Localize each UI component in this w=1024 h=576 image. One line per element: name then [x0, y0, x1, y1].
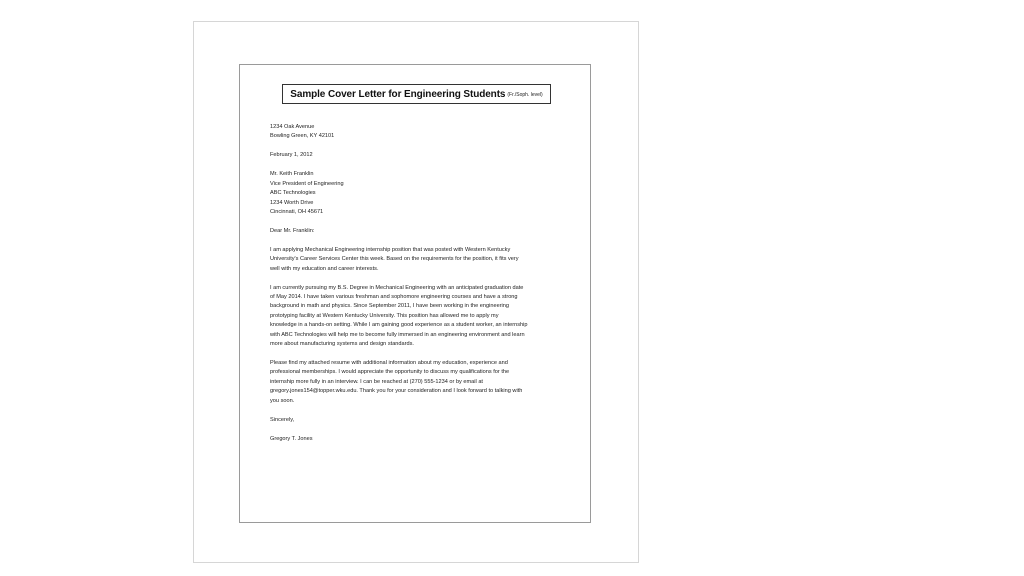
paragraph-line: well with my education and career interests. [270, 265, 379, 272]
letter-title: Sample Cover Letter for Engineering Students [290, 88, 506, 100]
paragraph-line: more about manufacturing systems and design standards. [270, 341, 414, 347]
paragraph-line: internship more fully in an interview. I can be reached at (270) 555-1234 or by email at [270, 378, 483, 385]
paragraph-line: University's Career Services Center this week. Based on the requirements for the position, it fits very [270, 256, 519, 263]
paragraph-line: I am currently pursuing my B.S. Degree in Mechanical Engineering with an anticipated graduation date [270, 284, 524, 291]
letter-title-box [282, 84, 551, 104]
recipient-line: Cincinnati, OH 45671 [270, 208, 324, 215]
sender-address-line: 1234 Oak Avenue [270, 124, 315, 130]
recipient-block [270, 170, 570, 217]
document-page [193, 21, 639, 563]
letter-title-level: (Fr./Soph. level) [507, 92, 543, 98]
paragraph-line: prototyping facility at Western Kentucky University. This position has allowed me to apply my [270, 312, 499, 319]
recipient-line: 1234 Worth Drive [270, 199, 314, 206]
paragraph-line: I am applying Mechanical Engineering internship position that was posted with Western Kentucky [270, 246, 511, 253]
paragraph-line: of May 2014. I have taken various freshman and sophomore engineering courses and have a strong [270, 294, 518, 301]
signature-name: Gregory T. Jones [270, 435, 313, 442]
salutation: Dear Mr. Franklin: [270, 227, 315, 234]
recipient-line: ABC Technologies [270, 190, 316, 197]
paragraph-2 [270, 284, 570, 350]
paragraph-line: you soon. [270, 397, 295, 404]
sender-address [270, 123, 570, 142]
paragraph-line: gregory.jones154@topper.wku.edu. Thank you for your consideration and I look forward to talking with [270, 388, 523, 395]
letter-frame [239, 64, 591, 523]
letter-date: February 1, 2012 [270, 152, 313, 159]
sender-address-line: Bowling Green, KY 42101 [270, 133, 335, 140]
paragraph-line: professional memberships. I would appreciate the opportunity to discuss my qualifications for the [270, 369, 510, 376]
paragraph-1 [270, 246, 570, 274]
paragraph-line: Please find my attached resume with additional information about my education, experience and [270, 359, 508, 366]
paragraph-line: knowledge in a hands-on setting. While I am gaining good experience as a student worker, an internship [270, 322, 528, 329]
paragraph-line: background in math and physics. Since September 2011, I have been working in the engineering [270, 303, 510, 310]
recipient-line: Mr. Keith Franklin [270, 171, 314, 178]
paragraph-3 [270, 359, 570, 406]
closing: Sincerely, [270, 416, 295, 423]
recipient-line: Vice President of Engineering [270, 180, 344, 187]
letter-body [270, 123, 570, 444]
paragraph-line: with ABC Technologies will help me to become fully immersed in an engineering environment and learn [270, 331, 525, 338]
